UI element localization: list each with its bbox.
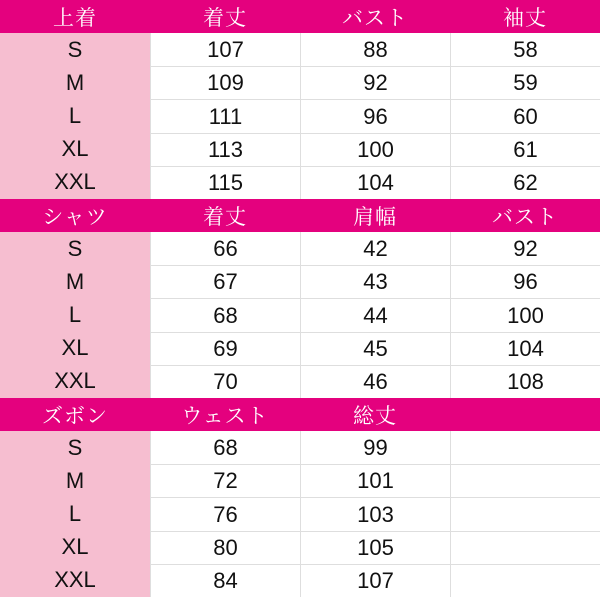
size-value: 100 xyxy=(300,133,450,166)
size-label: L xyxy=(0,99,150,132)
size-value: 67 xyxy=(150,265,300,298)
size-value: 92 xyxy=(300,66,450,99)
size-value-empty xyxy=(450,531,600,564)
size-value-empty xyxy=(450,431,600,464)
size-value: 43 xyxy=(300,265,450,298)
size-value: 80 xyxy=(150,531,300,564)
size-label: S xyxy=(0,232,150,265)
table-title-pants: ズボン xyxy=(0,398,150,431)
size-value: 58 xyxy=(450,33,600,66)
size-table-jacket xyxy=(0,0,600,199)
column-header-waist: ウェスト xyxy=(150,398,300,431)
size-value: 46 xyxy=(300,365,450,398)
size-value: 96 xyxy=(300,99,450,132)
size-value: 69 xyxy=(150,332,300,365)
size-value: 92 xyxy=(450,232,600,265)
size-value: 113 xyxy=(150,133,300,166)
size-value: 101 xyxy=(300,464,450,497)
size-value: 96 xyxy=(450,265,600,298)
size-value: 45 xyxy=(300,332,450,365)
size-value: 59 xyxy=(450,66,600,99)
size-value: 115 xyxy=(150,166,300,199)
column-header-empty xyxy=(450,398,600,431)
size-value: 61 xyxy=(450,133,600,166)
size-label: XXL xyxy=(0,365,150,398)
size-value: 103 xyxy=(300,497,450,530)
table-title-shirt: シャツ xyxy=(0,199,150,232)
size-value: 84 xyxy=(150,564,300,597)
size-value: 100 xyxy=(450,298,600,331)
size-value-empty xyxy=(450,497,600,530)
column-header-bust: バスト xyxy=(450,199,600,232)
size-value: 72 xyxy=(150,464,300,497)
size-label: XXL xyxy=(0,166,150,199)
size-label: S xyxy=(0,431,150,464)
size-value: 111 xyxy=(150,99,300,132)
column-header-shoulder: 肩幅 xyxy=(300,199,450,232)
column-header-total-length: 総丈 xyxy=(300,398,450,431)
table-title-jacket: 上着 xyxy=(0,0,150,33)
column-header-length: 着丈 xyxy=(150,199,300,232)
size-label: M xyxy=(0,265,150,298)
size-value: 42 xyxy=(300,232,450,265)
size-value: 62 xyxy=(450,166,600,199)
size-value: 104 xyxy=(300,166,450,199)
size-value: 104 xyxy=(450,332,600,365)
size-value: 76 xyxy=(150,497,300,530)
size-label: XXL xyxy=(0,564,150,597)
size-label: M xyxy=(0,464,150,497)
size-value: 109 xyxy=(150,66,300,99)
size-value: 107 xyxy=(150,33,300,66)
column-header-bust: バスト xyxy=(300,0,450,33)
size-value-empty xyxy=(450,564,600,597)
size-value: 68 xyxy=(150,298,300,331)
size-value: 68 xyxy=(150,431,300,464)
size-label: S xyxy=(0,33,150,66)
size-table-shirt xyxy=(0,199,600,398)
size-table-pants xyxy=(0,398,600,597)
size-label: XL xyxy=(0,332,150,365)
column-header-sleeve: 袖丈 xyxy=(450,0,600,33)
size-value: 105 xyxy=(300,531,450,564)
size-value-empty xyxy=(450,464,600,497)
size-value: 108 xyxy=(450,365,600,398)
size-value: 66 xyxy=(150,232,300,265)
size-label: L xyxy=(0,298,150,331)
size-value: 99 xyxy=(300,431,450,464)
size-value: 107 xyxy=(300,564,450,597)
size-label: M xyxy=(0,66,150,99)
size-label: XL xyxy=(0,133,150,166)
size-value: 88 xyxy=(300,33,450,66)
size-value: 60 xyxy=(450,99,600,132)
size-label: L xyxy=(0,497,150,530)
size-label: XL xyxy=(0,531,150,564)
column-header-length: 着丈 xyxy=(150,0,300,33)
size-value: 44 xyxy=(300,298,450,331)
size-value: 70 xyxy=(150,365,300,398)
